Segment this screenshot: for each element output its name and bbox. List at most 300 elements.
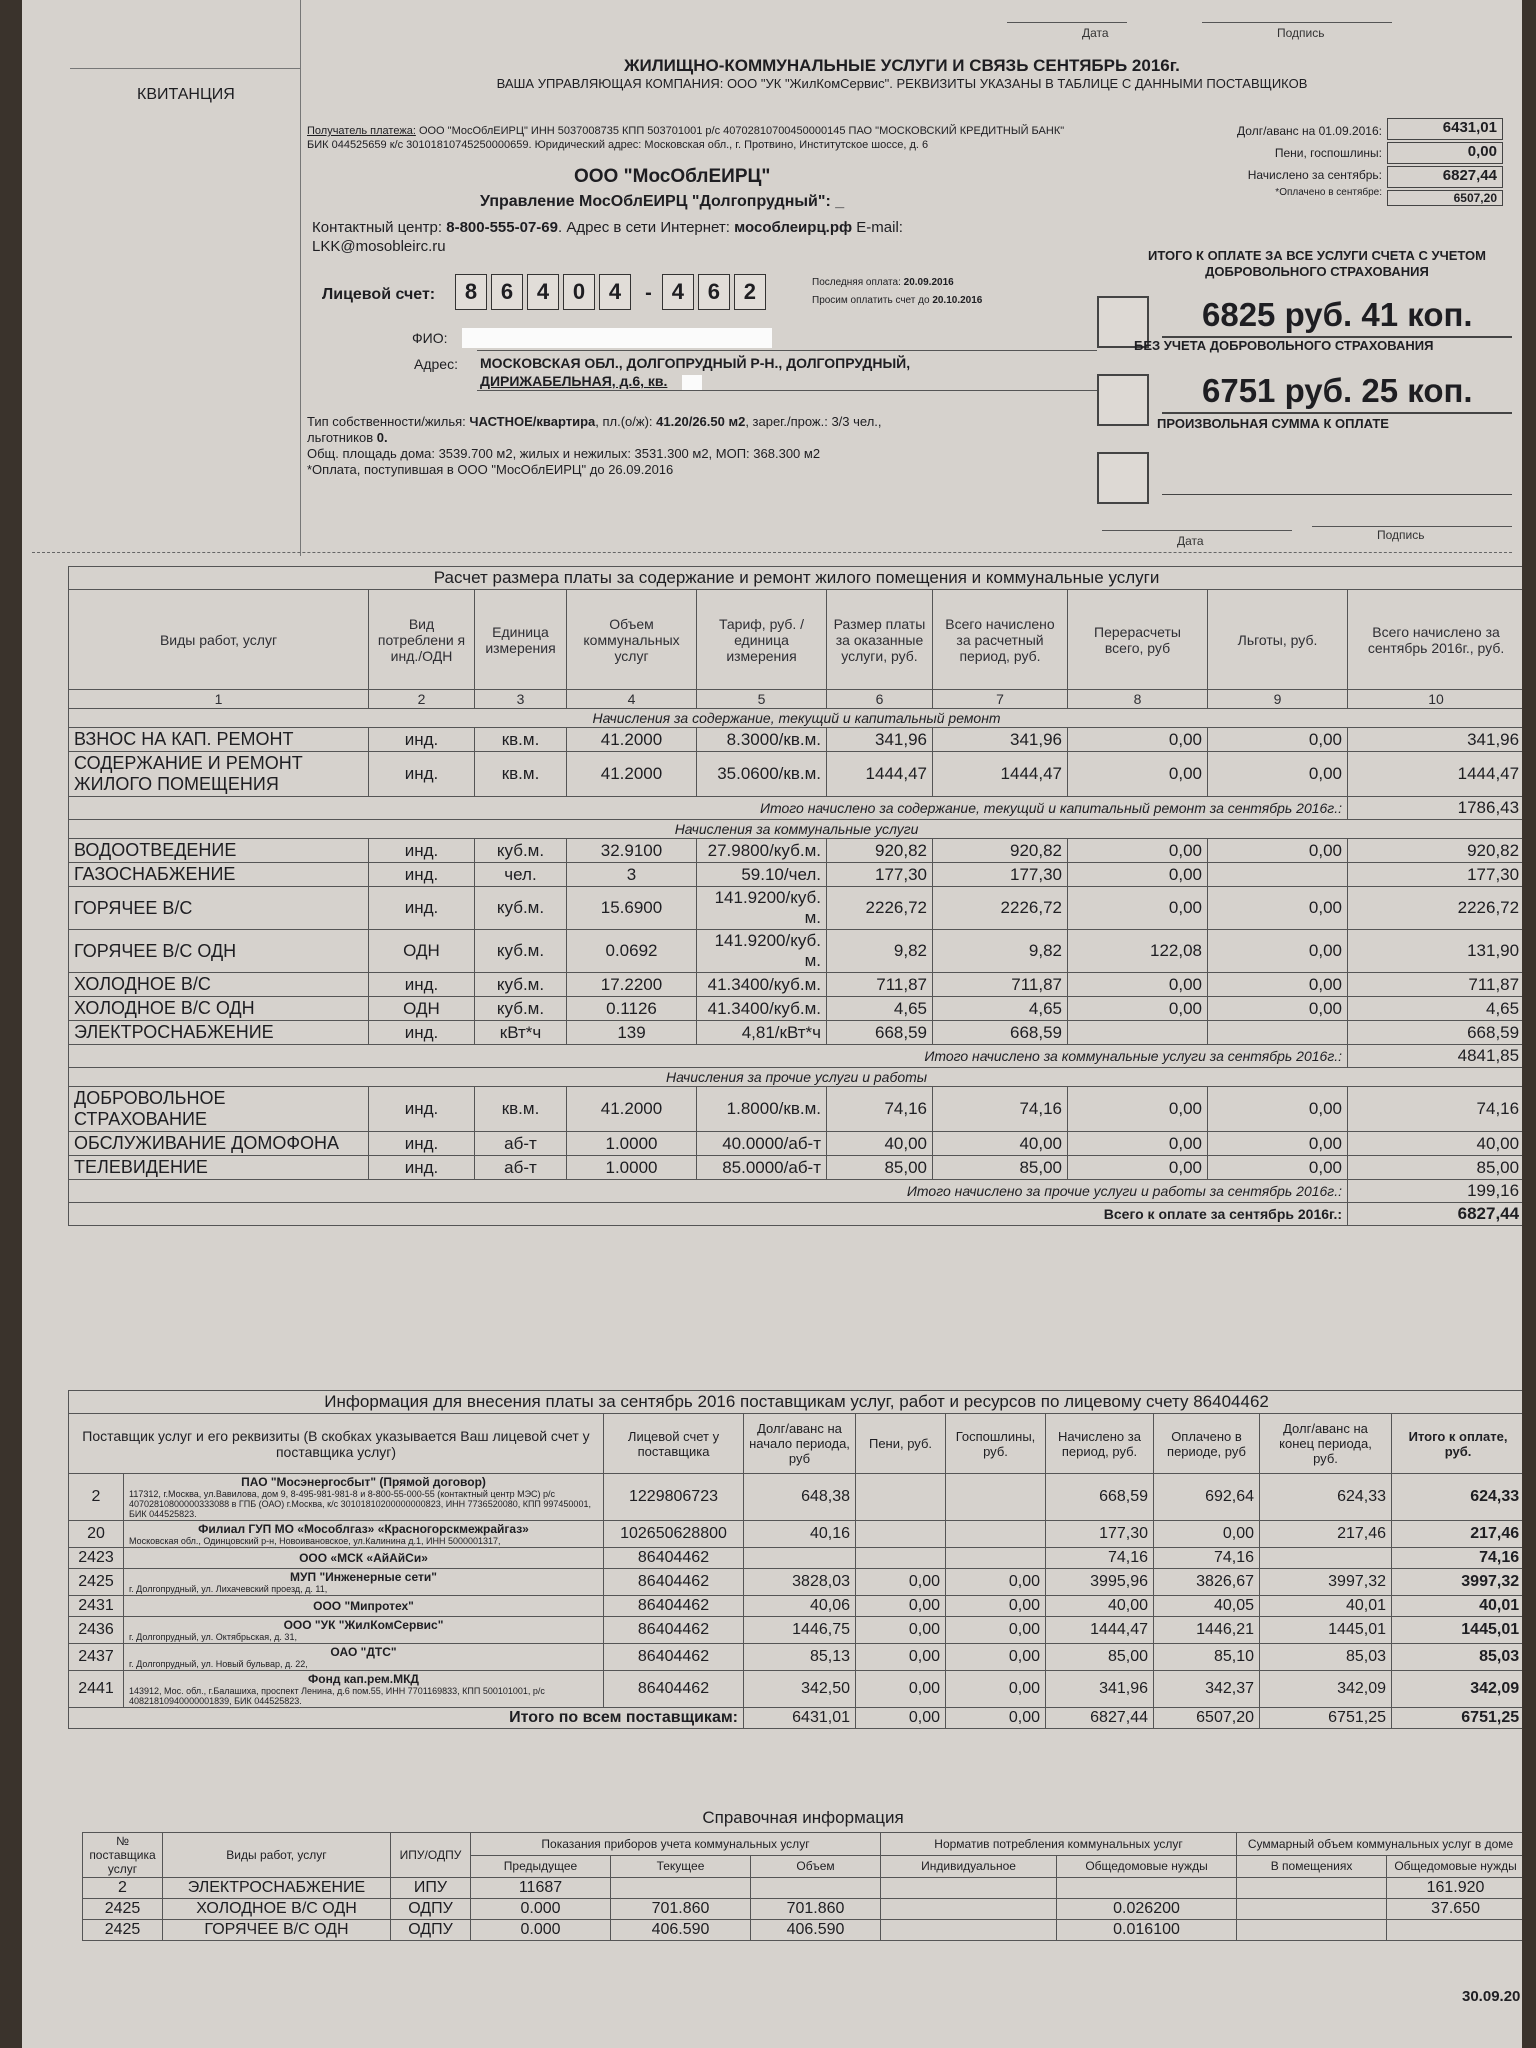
- ref-h-sum: Суммарный объем коммунальных услуг в доме: [1237, 1833, 1522, 1856]
- cell: 668,59: [827, 1021, 933, 1045]
- cell: 35.0600/кв.м.: [697, 752, 827, 797]
- cell: 4,81/кВт*ч: [697, 1021, 827, 1045]
- supplier-fee: 0,00: [946, 1596, 1046, 1617]
- cell: 0,00: [1208, 997, 1348, 1021]
- account-digit: 4: [527, 274, 559, 310]
- supplier-debt: 85,13: [744, 1644, 856, 1671]
- cell: СОДЕРЖАНИЕ И РЕМОНТ ЖИЛОГО ПОМЕЩЕНИЯ: [69, 752, 369, 797]
- supplier-fee: 0,00: [946, 1671, 1046, 1708]
- section-total-label: Итого начислено за содержание, текущий и капитальный ремонт за сентябрь 2016г.:: [69, 797, 1348, 820]
- payment-note: *Оплата, поступившая в ООО "МосОблЕИРЦ" до 26.09.2016: [307, 462, 674, 477]
- cell: 40.0000/аб-т: [697, 1132, 827, 1156]
- supplier-account: 102650628800: [604, 1521, 744, 1548]
- supplier-account: 86404462: [604, 1548, 744, 1569]
- recipient-details: ООО "МосОблЕИРЦ" ИНН 5037008735 КПП 503701001 р/с 40702810700450000145 ПАО "МОСКОВСКИЙ КРЕДИТНЫЙ БАНК" БИК 044525659 к/с 30101810745250000659. Юридический адрес: Московская обл., г. Протвино, Институтское шоссе, д. 6: [307, 125, 1065, 151]
- supplier-acr: 668,59: [1046, 1474, 1154, 1521]
- section-total-value: 199,16: [1348, 1180, 1523, 1203]
- cell: инд.: [369, 887, 475, 930]
- reference-cell: 37.650: [1387, 1899, 1522, 1920]
- cell: 4,65: [827, 997, 933, 1021]
- total-without-insurance-label: БЕЗ УЧЕТА ДОБРОВОЛЬНОГО СТРАХОВАНИЯ: [1134, 338, 1434, 353]
- service-row: [69, 1087, 1523, 1132]
- sup-col-header: Госпошлины, руб.: [946, 1414, 1046, 1474]
- service-row: [69, 930, 1523, 973]
- fio-line: [477, 350, 1097, 351]
- accrued-label: Начислено за сентябрь:: [1247, 168, 1382, 182]
- cell: 85,00: [933, 1156, 1068, 1180]
- col-number: 9: [1208, 690, 1348, 709]
- supplier-details: [124, 1548, 604, 1569]
- section-total-row: [69, 1045, 1523, 1068]
- supplier-paid: 0,00: [1154, 1521, 1260, 1548]
- cell: ГАЗОСНАБЖЕНИЕ: [69, 863, 369, 887]
- reference-cell: 406.590: [611, 1920, 751, 1941]
- supplier-address: 143912, Мос. обл., г.Балашиха, проспект Ленина, д.6 пом.55, ИНН 7701169833, КПП 500101001, р/с 40821810940000001839, БИК 044525823.: [129, 1686, 545, 1706]
- cell: инд.: [369, 973, 475, 997]
- last-payment-label: Последняя оплата:: [812, 277, 901, 288]
- cell: 1444,47: [827, 752, 933, 797]
- contact-block: [312, 218, 1072, 256]
- account-digit: 4: [599, 274, 631, 310]
- cell: 0,00: [1208, 728, 1348, 752]
- account-number: [455, 274, 770, 310]
- reference-cell: 2425: [83, 1920, 163, 1941]
- reference-cell: [751, 1878, 881, 1899]
- col-header: Единица измерения: [475, 590, 567, 690]
- cell: 1.0000: [567, 1156, 697, 1180]
- supplier-paid: 40,05: [1154, 1596, 1260, 1617]
- cell: 0,00: [1068, 1132, 1208, 1156]
- contact-phone: 8-800-555-07-69: [446, 219, 558, 236]
- service-row: [69, 1021, 1523, 1045]
- sup-col-header: Оплачено в периоде, руб: [1154, 1414, 1260, 1474]
- supplier-code: 2437: [69, 1644, 124, 1671]
- cell: 41.2000: [567, 752, 697, 797]
- supplier-pen: 0,00: [856, 1671, 946, 1708]
- grand-total-value: 6827,44: [1348, 1203, 1523, 1226]
- charges-table-title: Расчет размера платы за содержание и ремонт жилого помещения и коммунальные услуги: [69, 567, 1523, 590]
- custom-amount-label: ПРОИЗВОЛЬНАЯ СУММА К ОПЛАТЕ: [1157, 416, 1389, 431]
- contact-prefix: Контактный центр:: [312, 219, 443, 236]
- supplier-row: [69, 1521, 1523, 1548]
- address-label: Адрес:: [414, 356, 458, 372]
- debt-value: 6431,01: [1387, 118, 1503, 140]
- cell: 920,82: [827, 839, 933, 863]
- address-redacted: [682, 375, 702, 391]
- cell: инд.: [369, 1132, 475, 1156]
- section-total-row: [69, 1180, 1523, 1203]
- summary-values: [1387, 118, 1503, 206]
- checkbox-custom-amount[interactable]: [1097, 452, 1149, 504]
- ref-h-common: Общедомовые нужды: [1057, 1855, 1237, 1878]
- top-signature-caption: Подпись: [1277, 26, 1325, 40]
- supplier-details: [124, 1617, 604, 1644]
- service-row: [69, 1132, 1523, 1156]
- cell: 711,87: [827, 973, 933, 997]
- col-number: 8: [1068, 690, 1208, 709]
- supplier-end: 3997,32: [1260, 1569, 1392, 1596]
- col-header: Объем коммунальных услуг: [567, 590, 697, 690]
- cell: 920,82: [933, 839, 1068, 863]
- cell: 2226,72: [1348, 887, 1523, 930]
- cell: 0,00: [1068, 1156, 1208, 1180]
- ref-h-vol: Объем: [751, 1855, 881, 1878]
- cell: 0.0692: [567, 930, 697, 973]
- kvitancia-label: КВИТАНЦИЯ: [137, 86, 235, 103]
- cell: 59.10/чел.: [697, 863, 827, 887]
- ownership-label: Тип собственности/жилья:: [307, 414, 466, 429]
- col-header: Льготы, руб.: [1208, 590, 1348, 690]
- cell: 4,65: [1348, 997, 1523, 1021]
- col-header: Тариф, руб. /единица измерения: [697, 590, 827, 690]
- cell: 9,82: [827, 930, 933, 973]
- total-without-insurance-underline: [1162, 412, 1512, 414]
- cell: ОДН: [369, 997, 475, 1021]
- cell: ОБСЛУЖИВАНИЕ ДОМОФОНА: [69, 1132, 369, 1156]
- col-number: 2: [369, 690, 475, 709]
- supplier-tot: 342,09: [1392, 1671, 1523, 1708]
- cell: инд.: [369, 1156, 475, 1180]
- cell: 2226,72: [933, 887, 1068, 930]
- cell: [1068, 1021, 1208, 1045]
- suppliers-table-title: Информация для внесения платы за сентябрь 2016 поставщикам услуг, работ и ресурсов по лицевому счету 86404462: [69, 1391, 1523, 1414]
- cell: ВОДООТВЕДЕНИЕ: [69, 839, 369, 863]
- accrued-value: 6827,44: [1387, 166, 1503, 188]
- reference-cell: [881, 1899, 1057, 1920]
- org-branch: Управление МосОблЕИРЦ "Долгопрудный": _: [480, 193, 845, 210]
- reference-cell: ОДПУ: [391, 1920, 471, 1941]
- col-header: Всего начислено за сентябрь 2016г., руб.: [1348, 590, 1523, 690]
- ownership-value: ЧАСТНОЕ/квартира: [469, 414, 596, 429]
- area-label: , пл.(о/ж):: [595, 414, 653, 429]
- reference-cell: 406.590: [751, 1920, 881, 1941]
- section-title: Начисления за содержание, текущий и капитальный ремонт: [69, 709, 1523, 728]
- cell: 40,00: [1348, 1132, 1523, 1156]
- cell: 341,96: [933, 728, 1068, 752]
- ref-h-norm: Норматив потребления коммунальных услуг: [881, 1833, 1237, 1856]
- cell: 0,00: [1208, 887, 1348, 930]
- cell: 141.9200/куб. м.: [697, 930, 827, 973]
- col-number: 4: [567, 690, 697, 709]
- recipient-label: Получатель платежа:: [307, 125, 416, 137]
- cell: 2226,72: [827, 887, 933, 930]
- suppliers-total-debt: 6431,01: [744, 1708, 856, 1729]
- cell: 0,00: [1068, 973, 1208, 997]
- col-header: Перерасчеты всего, руб: [1068, 590, 1208, 690]
- supplier-pen: 0,00: [856, 1617, 946, 1644]
- cell: 85,00: [827, 1156, 933, 1180]
- supplier-paid: 692,64: [1154, 1474, 1260, 1521]
- supplier-acr: 74,16: [1046, 1548, 1154, 1569]
- cell: 711,87: [933, 973, 1068, 997]
- reference-cell: 2: [83, 1878, 163, 1899]
- supplier-details: [124, 1569, 604, 1596]
- address-line-1: МОСКОВСКАЯ ОБЛ., ДОЛГОПРУДНЫЙ Р-Н., ДОЛГОПРУДНЫЙ,: [480, 355, 911, 371]
- supplier-pen: [856, 1474, 946, 1521]
- cell: ЭЛЕКТРОСНАБЖЕНИЕ: [69, 1021, 369, 1045]
- supplier-name: ООО "Мипротех": [313, 1599, 414, 1613]
- reference-cell: 701.860: [611, 1899, 751, 1920]
- supplier-debt: 40,06: [744, 1596, 856, 1617]
- cell: 27.9800/куб.м.: [697, 839, 827, 863]
- supplier-row: [69, 1548, 1523, 1569]
- supplier-row: [69, 1569, 1523, 1596]
- total-with-insurance-value: 6825 руб. 41 коп.: [1202, 296, 1473, 333]
- supplier-code: 2431: [69, 1596, 124, 1617]
- supplier-debt: [744, 1548, 856, 1569]
- cell: 711,87: [1348, 973, 1523, 997]
- supplier-debt: 3828,03: [744, 1569, 856, 1596]
- cell: 1.0000: [567, 1132, 697, 1156]
- cell: кв.м.: [475, 1087, 567, 1132]
- col-number: 6: [827, 690, 933, 709]
- service-row: [69, 973, 1523, 997]
- fio-label: ФИО:: [412, 330, 448, 346]
- cell: инд.: [369, 1021, 475, 1045]
- cell: 1444,47: [933, 752, 1068, 797]
- cell: 17.2200: [567, 973, 697, 997]
- cell: 341,96: [1348, 728, 1523, 752]
- reference-title: Справочная информация: [702, 1808, 904, 1827]
- cell: 668,59: [933, 1021, 1068, 1045]
- cell: 0,00: [1068, 863, 1208, 887]
- contact-email-label: E-mail:: [856, 219, 903, 236]
- total-with-insurance-label: ИТОГО К ОПЛАТЕ ЗА ВСЕ УСЛУГИ СЧЕТА С УЧЕТОМ ДОБРОВОЛЬНОГО СТРАХОВАНИЯ: [1148, 248, 1486, 279]
- supplier-details: [124, 1644, 604, 1671]
- suppliers-total-fee: 0,00: [946, 1708, 1046, 1729]
- supplier-acr: 3995,96: [1046, 1569, 1154, 1596]
- supplier-name: ПАО "Мосэнергосбыт" (Прямой договор): [241, 1475, 486, 1489]
- cell: 40,00: [933, 1132, 1068, 1156]
- stub-divider: [300, 0, 301, 556]
- supplier-row: [69, 1644, 1523, 1671]
- reference-cell: [1057, 1878, 1237, 1899]
- payment-dates: [812, 274, 982, 310]
- cell: 0,00: [1068, 728, 1208, 752]
- total-without-insurance-value: 6751 руб. 25 коп.: [1202, 372, 1473, 409]
- supplier-fee: [946, 1474, 1046, 1521]
- cell: ДОБРОВОЛЬНОЕ СТРАХОВАНИЕ: [69, 1087, 369, 1132]
- reference-cell: 11687: [471, 1878, 611, 1899]
- cell: ВЗНОС НА КАП. РЕМОНТ: [69, 728, 369, 752]
- section-row: [69, 1068, 1523, 1087]
- cell: инд.: [369, 728, 475, 752]
- ref-h-meters: Показания приборов учета коммунальных услуг: [471, 1833, 881, 1856]
- cell: 74,16: [933, 1087, 1068, 1132]
- cell: 0,00: [1208, 839, 1348, 863]
- cell: 4,65: [933, 997, 1068, 1021]
- supplier-fee: [946, 1521, 1046, 1548]
- beneficiaries-value: 0.: [376, 430, 388, 445]
- cell: 0,00: [1068, 1087, 1208, 1132]
- reference-cell: [881, 1920, 1057, 1941]
- section-row: [69, 709, 1523, 728]
- bottom-signature-line: [1312, 526, 1512, 527]
- penalty-label: Пени, госпошлины:: [1274, 146, 1382, 160]
- supplier-name: МУП "Инженерные сети": [290, 1570, 437, 1584]
- cell: инд.: [369, 752, 475, 797]
- cell: 668,59: [1348, 1021, 1523, 1045]
- management-company: ВАША УПРАВЛЯЮЩАЯ КОМПАНИЯ: ООО "УК "ЖилКомСервис". РЕКВИЗИТЫ УКАЗАНЫ В ТАБЛИЦЕ С ДАННЫМИ ПОСТАВЩИКОВ: [496, 76, 1308, 91]
- footer-date: 30.09.20: [1462, 1988, 1521, 2005]
- cell: 177,30: [1348, 863, 1523, 887]
- reference-cell: 0.000: [471, 1920, 611, 1941]
- top-date-caption: Дата: [1082, 26, 1109, 40]
- section-total-label: Итого начислено за коммунальные услуги за сентябрь 2016г.:: [69, 1045, 1348, 1068]
- reference-row: [83, 1899, 1523, 1920]
- supplier-code: 2: [69, 1474, 124, 1521]
- service-row: [69, 728, 1523, 752]
- custom-amount-line[interactable]: [1162, 494, 1512, 495]
- paid-label: *Оплачено в сентябре:: [1275, 187, 1382, 198]
- account-digit: 2: [734, 274, 766, 310]
- reference-cell: [1387, 1920, 1522, 1941]
- reference-row: [83, 1920, 1523, 1941]
- col-number: 10: [1348, 690, 1523, 709]
- supplier-address: 117312, г.Москва, ул.Вавилова, дом 9, 8-495-981-981-8 и 8-800-55-000-55 (контактный центр МЭС) р/с 40702810800000333088 в ГПБ (ОАО) г.Москва, к/с 30101810200000000823, ИНН 7736520080, КПП 997450001, БИК 044525823.: [129, 1489, 591, 1519]
- account-digit: 6: [698, 274, 730, 310]
- cut-line: [32, 552, 1512, 554]
- sup-col-header: Лицевой счет у поставщика: [604, 1414, 744, 1474]
- cell: ТЕЛЕВИДЕНИЕ: [69, 1156, 369, 1180]
- cell: 0,00: [1068, 752, 1208, 797]
- supplier-address: Московская обл., Одинцовский р-н, Новоивановское, ул.Калинина д.1, ИНН 5000001317,: [129, 1536, 501, 1546]
- supplier-row: [69, 1617, 1523, 1644]
- cell: 122,08: [1068, 930, 1208, 973]
- cell: 3: [567, 863, 697, 887]
- supplier-debt: 648,38: [744, 1474, 856, 1521]
- section-total-value: 1786,43: [1348, 797, 1523, 820]
- col-header: Всего начислено за расчетный период, руб.: [933, 590, 1068, 690]
- cell: чел.: [475, 863, 567, 887]
- supplier-address: г. Долгопрудный, ул. Новый бульвар, д. 22,: [129, 1659, 308, 1669]
- registered-label: , зарег./прож.: 3/3 чел.,: [745, 414, 882, 429]
- service-row: [69, 752, 1523, 797]
- supplier-account: 86404462: [604, 1596, 744, 1617]
- supplier-acr: 1444,47: [1046, 1617, 1154, 1644]
- cell: 9,82: [933, 930, 1068, 973]
- ref-h-common2: Общедомовые нужды: [1387, 1855, 1522, 1878]
- cell: ГОРЯЧЕЕ В/С ОДН: [69, 930, 369, 973]
- cell: 0,00: [1208, 973, 1348, 997]
- ref-h-rooms: В помещениях: [1237, 1855, 1387, 1878]
- col-number: 3: [475, 690, 567, 709]
- contact-email: LKK@mosobleirc.ru: [312, 238, 446, 255]
- supplier-details: [124, 1596, 604, 1617]
- sup-col-header: Начислено за период, руб.: [1046, 1414, 1154, 1474]
- bottom-date-line: [1102, 530, 1292, 531]
- cell: 920,82: [1348, 839, 1523, 863]
- reference-cell: 701.860: [751, 1899, 881, 1920]
- debt-label: Долг/аванс на 01.09.2016:: [1237, 124, 1382, 138]
- cell: 177,30: [933, 863, 1068, 887]
- cell: 0,00: [1068, 839, 1208, 863]
- supplier-paid: 342,37: [1154, 1671, 1260, 1708]
- service-row: [69, 887, 1523, 930]
- checkbox-without-insurance[interactable]: [1097, 374, 1149, 426]
- supplier-paid: 1446,21: [1154, 1617, 1260, 1644]
- cell: 41.3400/куб.м.: [697, 973, 827, 997]
- supplier-row: [69, 1671, 1523, 1708]
- supplier-tot: 624,33: [1392, 1474, 1523, 1521]
- paid-value: 6507,20: [1387, 190, 1503, 206]
- cell: ХОЛОДНОЕ В/С ОДН: [69, 997, 369, 1021]
- service-row: [69, 839, 1523, 863]
- cell: 0,00: [1208, 1132, 1348, 1156]
- account-digit: 4: [662, 274, 694, 310]
- section-total-row: [69, 797, 1523, 820]
- reference-cell: 0.026200: [1057, 1899, 1237, 1920]
- bottom-date-caption: Дата: [1177, 534, 1204, 548]
- summary-labels: [1167, 120, 1382, 200]
- reference-cell: ИПУ: [391, 1878, 471, 1899]
- cell: 0,00: [1068, 997, 1208, 1021]
- cell: 141.9200/куб. м.: [697, 887, 827, 930]
- supplier-acr: 85,00: [1046, 1644, 1154, 1671]
- supplier-tot: 1445,01: [1392, 1617, 1523, 1644]
- supplier-fee: 0,00: [946, 1644, 1046, 1671]
- supplier-pen: 0,00: [856, 1569, 946, 1596]
- sup-col-header: Поставщик услуг и его реквизиты (В скобках указывается Ваш лицевой счет у поставщика услуг): [69, 1414, 604, 1474]
- stub-top-rule: [70, 68, 300, 69]
- ref-h-prev: Предыдущее: [471, 1855, 611, 1878]
- cell: аб-т: [475, 1156, 567, 1180]
- org-name: ООО "МосОблЕИРЦ": [574, 166, 771, 187]
- cell: 74,16: [1348, 1087, 1523, 1132]
- cell: 0,00: [1068, 887, 1208, 930]
- supplier-tot: 217,46: [1392, 1521, 1523, 1548]
- cell: 85,00: [1348, 1156, 1523, 1180]
- suppliers-table: [68, 1390, 1522, 1729]
- cell: инд.: [369, 1087, 475, 1132]
- supplier-paid: 3826,67: [1154, 1569, 1260, 1596]
- reference-cell: 0.000: [471, 1899, 611, 1920]
- suppliers-total-acr: 6827,44: [1046, 1708, 1154, 1729]
- service-row: [69, 997, 1523, 1021]
- reference-cell: ЭЛЕКТРОСНАБЖЕНИЕ: [163, 1878, 391, 1899]
- page-title: ЖИЛИЩНО-КОММУНАЛЬНЫЕ УСЛУГИ И СВЯЗЬ СЕНТЯБРЬ 2016г.: [624, 56, 1180, 75]
- cell: 1444,47: [1348, 752, 1523, 797]
- supplier-code: 2441: [69, 1671, 124, 1708]
- supplier-paid: 74,16: [1154, 1548, 1260, 1569]
- supplier-code: 2425: [69, 1569, 124, 1596]
- last-payment-date: 20.09.2016: [903, 277, 954, 288]
- supplier-paid: 85,10: [1154, 1644, 1260, 1671]
- ref-h-ind: Индивидуальное: [881, 1855, 1057, 1878]
- supplier-debt: 40,16: [744, 1521, 856, 1548]
- suppliers-total-label: Итого по всем поставщикам:: [69, 1708, 744, 1729]
- col-header: Вид потреблени я инд./ОДН: [369, 590, 475, 690]
- cell: куб.м.: [475, 839, 567, 863]
- pay-until-label: Просим оплатить счет до: [812, 295, 930, 306]
- supplier-code: 20: [69, 1521, 124, 1548]
- account-digit: 6: [491, 274, 523, 310]
- section-title: Начисления за прочие услуги и работы: [69, 1068, 1523, 1087]
- reference-cell: ХОЛОДНОЕ В/С ОДН: [163, 1899, 391, 1920]
- account-digit: 8: [455, 274, 487, 310]
- suppliers-total-paid: 6507,20: [1154, 1708, 1260, 1729]
- supplier-tot: 85,03: [1392, 1644, 1523, 1671]
- supplier-fee: 0,00: [946, 1569, 1046, 1596]
- top-signature-line: [1202, 22, 1392, 23]
- cell: 177,30: [827, 863, 933, 887]
- charges-table: [68, 566, 1522, 1226]
- supplier-details: [124, 1521, 604, 1548]
- col-header: Размер платы за оказанные услуги, руб.: [827, 590, 933, 690]
- supplier-name: ООО «МСК «АйАйСи»: [299, 1551, 428, 1565]
- supplier-end: [1260, 1548, 1392, 1569]
- cell: ХОЛОДНОЕ В/С: [69, 973, 369, 997]
